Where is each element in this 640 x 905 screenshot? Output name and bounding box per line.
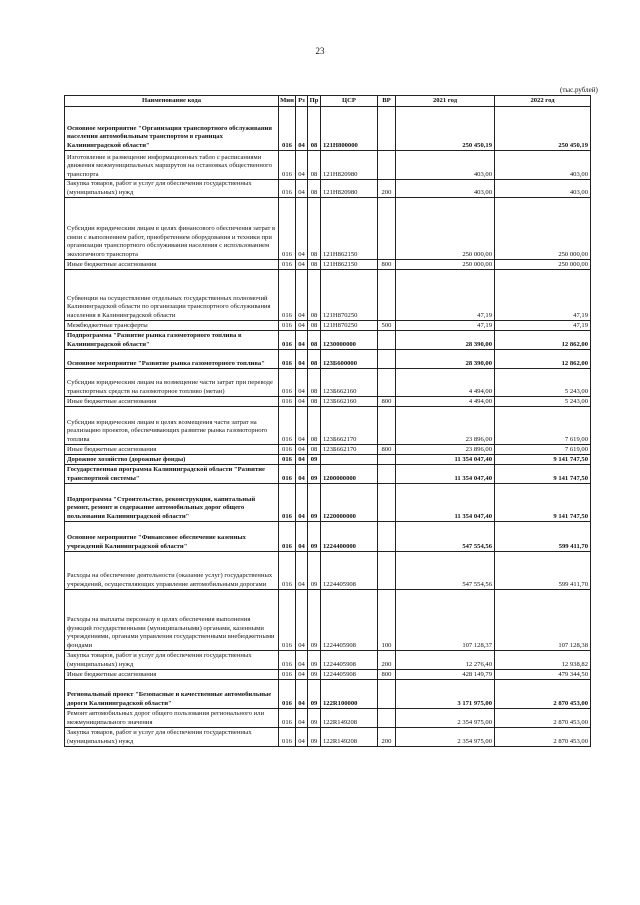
- cell-min: 016: [279, 270, 296, 321]
- cell-pr: 08: [308, 445, 321, 455]
- cell-vr: [378, 680, 396, 709]
- cell-y2021: 11 354 047,40: [396, 484, 495, 522]
- cell-vr: 200: [378, 651, 396, 670]
- header-min: Мин: [279, 96, 296, 107]
- cell-y2022: 479 344,50: [495, 670, 591, 680]
- cell-rz: 04: [296, 670, 308, 680]
- cell-y2022: 5 243,00: [495, 369, 591, 397]
- cell-vr: [378, 552, 396, 590]
- cell-pr: 09: [308, 680, 321, 709]
- cell-csr: 122R149208: [321, 728, 378, 747]
- cell-y2022: 47,19: [495, 270, 591, 321]
- cell-vr: [378, 107, 396, 151]
- cell-pr: 08: [308, 198, 321, 260]
- cell-name: Основное мероприятие "Развитие рынка газомоторного топлива": [65, 350, 279, 369]
- cell-pr: 08: [308, 151, 321, 180]
- cell-rz: 04: [296, 728, 308, 747]
- cell-name: Расходы на обеспечение деятельности (оказание услуг) государственных учреждений, осуществляющих управление автомобильными дорогами: [65, 552, 279, 590]
- table-row: [65, 270, 591, 321]
- cell-csr: 123Б662170: [321, 445, 378, 455]
- cell-csr: 121Н820980: [321, 180, 378, 198]
- cell-rz: 04: [296, 484, 308, 522]
- cell-vr: 100: [378, 590, 396, 651]
- cell-y2021: 28 390,00: [396, 331, 495, 350]
- cell-name: Межбюджетные трансферты: [65, 321, 279, 331]
- cell-y2021: 47,19: [396, 270, 495, 321]
- cell-rz: 04: [296, 350, 308, 369]
- cell-y2021: 3 171 975,00: [396, 680, 495, 709]
- cell-csr: 123Б662160: [321, 369, 378, 397]
- cell-name: Дорожное хозяйство (дорожные фонды): [65, 455, 279, 465]
- cell-rz: 04: [296, 331, 308, 350]
- cell-name: Субсидии юридическим лицам на возмещение части затрат при переводе транспортных средств на газомоторное топливо (метан): [65, 369, 279, 397]
- units-label: (тыс.рублей): [560, 86, 598, 94]
- cell-pr: 08: [308, 270, 321, 321]
- cell-y2021: 403,00: [396, 151, 495, 180]
- table-row: [65, 522, 591, 552]
- table-header-row: [65, 96, 591, 107]
- cell-y2022: 2 870 453,00: [495, 680, 591, 709]
- cell-pr: 09: [308, 651, 321, 670]
- header-2021: 2021 год: [396, 96, 495, 107]
- cell-name: Расходы на выплаты персоналу в целях обеспечения выполнения функций государственными (муниципальными) органами, казенными учреждениями, органами управления государственными внебюджетными фондами: [65, 590, 279, 651]
- cell-csr: 123Б600000: [321, 350, 378, 369]
- cell-pr: 09: [308, 728, 321, 747]
- cell-name: Региональный проект "Безопасные и качественные автомобильные дороги Калининградской области": [65, 680, 279, 709]
- cell-vr: [378, 369, 396, 397]
- cell-csr: 1224405908: [321, 670, 378, 680]
- cell-min: 016: [279, 455, 296, 465]
- cell-rz: 04: [296, 651, 308, 670]
- cell-csr: 121Н862150: [321, 260, 378, 270]
- cell-min: 016: [279, 180, 296, 198]
- cell-name: Иные бюджетные ассигнования: [65, 670, 279, 680]
- cell-vr: [378, 407, 396, 445]
- cell-y2021: 2 354 975,00: [396, 728, 495, 747]
- cell-rz: 04: [296, 465, 308, 484]
- cell-csr: 121Н800000: [321, 107, 378, 151]
- cell-pr: 09: [308, 455, 321, 465]
- cell-vr: [378, 484, 396, 522]
- cell-name: Государственная программа Калининградской области "Развитие транспортной системы": [65, 465, 279, 484]
- cell-y2022: 250 000,00: [495, 260, 591, 270]
- cell-pr: 08: [308, 397, 321, 407]
- cell-pr: 08: [308, 107, 321, 151]
- cell-y2021: 4 494,00: [396, 397, 495, 407]
- cell-y2022: 2 870 453,00: [495, 728, 591, 747]
- table-row: [65, 728, 591, 747]
- header-rz: Рз: [296, 96, 308, 107]
- cell-y2022: 599 411,70: [495, 522, 591, 552]
- cell-rz: 04: [296, 709, 308, 728]
- cell-rz: 04: [296, 455, 308, 465]
- cell-min: 016: [279, 709, 296, 728]
- cell-min: 016: [279, 728, 296, 747]
- cell-csr: 1200000000: [321, 465, 378, 484]
- cell-rz: 04: [296, 680, 308, 709]
- header-csr: ЦСР: [321, 96, 378, 107]
- table-row: [65, 321, 591, 331]
- cell-min: 016: [279, 651, 296, 670]
- cell-csr: 121Н870250: [321, 321, 378, 331]
- table-row: [65, 552, 591, 590]
- cell-y2021: 403,00: [396, 180, 495, 198]
- cell-rz: 04: [296, 590, 308, 651]
- cell-vr: 800: [378, 260, 396, 270]
- cell-y2021: 12 276,40: [396, 651, 495, 670]
- cell-y2021: 2 354 975,00: [396, 709, 495, 728]
- table-row: [65, 670, 591, 680]
- cell-y2021: 547 554,56: [396, 522, 495, 552]
- page-number: 23: [315, 46, 325, 56]
- table-row: [65, 407, 591, 445]
- cell-vr: [378, 522, 396, 552]
- budget-table: [64, 95, 591, 747]
- cell-y2021: 47,19: [396, 321, 495, 331]
- cell-rz: 04: [296, 107, 308, 151]
- table-row: [65, 465, 591, 484]
- cell-csr: 1230000000: [321, 331, 378, 350]
- cell-min: 016: [279, 198, 296, 260]
- cell-csr: 123Б662160: [321, 397, 378, 407]
- cell-min: 016: [279, 484, 296, 522]
- cell-pr: 09: [308, 552, 321, 590]
- cell-rz: 04: [296, 522, 308, 552]
- table-row: [65, 260, 591, 270]
- cell-min: 016: [279, 107, 296, 151]
- table-row: [65, 651, 591, 670]
- cell-name: Субсидии юридическим лицам в целях финансового обеспечения затрат в связи с выполнением работ, приобретением оборудования и техники при организации транспортного обслуживания населения с использованием экологичного транспорта: [65, 198, 279, 260]
- cell-rz: 04: [296, 151, 308, 180]
- cell-y2021: 23 896,00: [396, 407, 495, 445]
- cell-vr: [378, 151, 396, 180]
- cell-rz: 04: [296, 198, 308, 260]
- cell-pr: 08: [308, 180, 321, 198]
- table-row: [65, 484, 591, 522]
- cell-pr: 08: [308, 407, 321, 445]
- cell-y2021: 547 554,56: [396, 552, 495, 590]
- cell-y2021: 250 450,19: [396, 107, 495, 151]
- table-row: [65, 198, 591, 260]
- cell-min: 016: [279, 590, 296, 651]
- table-row: [65, 455, 591, 465]
- cell-y2021: 23 896,00: [396, 445, 495, 455]
- cell-min: 016: [279, 151, 296, 180]
- cell-vr: [378, 331, 396, 350]
- table-row: [65, 180, 591, 198]
- cell-rz: 04: [296, 369, 308, 397]
- cell-vr: [378, 455, 396, 465]
- cell-rz: 04: [296, 270, 308, 321]
- cell-vr: [378, 465, 396, 484]
- cell-pr: 08: [308, 331, 321, 350]
- cell-name: Ремонт автомобильных дорог общего пользования регионального или межмуниципального значения: [65, 709, 279, 728]
- table-row: [65, 369, 591, 397]
- cell-pr: 09: [308, 465, 321, 484]
- cell-name: Закупка товаров, работ и услуг для обеспечения государственных (муниципальных) нужд: [65, 728, 279, 747]
- cell-vr: 200: [378, 180, 396, 198]
- cell-vr: [378, 198, 396, 260]
- cell-y2021: 11 354 047,40: [396, 465, 495, 484]
- cell-min: 016: [279, 407, 296, 445]
- cell-min: 016: [279, 369, 296, 397]
- cell-y2022: 599 411,70: [495, 552, 591, 590]
- cell-y2021: 250 000,00: [396, 198, 495, 260]
- cell-y2022: 5 243,00: [495, 397, 591, 407]
- table-row: [65, 709, 591, 728]
- cell-y2022: 7 619,00: [495, 407, 591, 445]
- cell-rz: 04: [296, 397, 308, 407]
- cell-y2022: 12 862,00: [495, 350, 591, 369]
- cell-rz: 04: [296, 180, 308, 198]
- cell-csr: 1224405908: [321, 590, 378, 651]
- cell-name: Подпрограмма "Строительство, реконструкция, капитальный ремонт, ремонт и содержание автомобильных дорог общего пользования Калининградской области": [65, 484, 279, 522]
- cell-y2021: 428 149,79: [396, 670, 495, 680]
- cell-vr: [378, 270, 396, 321]
- table-row: [65, 680, 591, 709]
- cell-min: 016: [279, 331, 296, 350]
- cell-vr: [378, 709, 396, 728]
- cell-min: 016: [279, 465, 296, 484]
- cell-min: 016: [279, 522, 296, 552]
- cell-y2022: 12 938,82: [495, 651, 591, 670]
- header-name: Наименование кода: [65, 96, 279, 107]
- cell-min: 016: [279, 397, 296, 407]
- cell-min: 016: [279, 350, 296, 369]
- cell-min: 016: [279, 260, 296, 270]
- cell-name: Подпрограмма "Развитие рынка газомоторного топлива в Калининградской области": [65, 331, 279, 350]
- cell-vr: 500: [378, 321, 396, 331]
- cell-min: 016: [279, 680, 296, 709]
- cell-csr: 122R100000: [321, 680, 378, 709]
- cell-vr: 800: [378, 397, 396, 407]
- cell-csr: 1224405908: [321, 552, 378, 590]
- cell-pr: 08: [308, 260, 321, 270]
- cell-rz: 04: [296, 321, 308, 331]
- cell-csr: 1220000000: [321, 484, 378, 522]
- cell-y2022: 2 870 453,00: [495, 709, 591, 728]
- cell-y2022: 250 000,00: [495, 198, 591, 260]
- cell-pr: 09: [308, 670, 321, 680]
- cell-y2021: 250 000,00: [396, 260, 495, 270]
- cell-name: Закупка товаров, работ и услуг для обеспечения государственных (муниципальных) нужд: [65, 180, 279, 198]
- cell-vr: 200: [378, 728, 396, 747]
- cell-csr: 121Н870250: [321, 270, 378, 321]
- table-row: [65, 445, 591, 455]
- cell-vr: [378, 350, 396, 369]
- cell-csr: 1224400000: [321, 522, 378, 552]
- cell-name: Основное мероприятие "Организация транспортного обслуживания населения автомобильным транспортом в границах Калининградской области": [65, 107, 279, 151]
- table-row: [65, 350, 591, 369]
- cell-pr: 09: [308, 590, 321, 651]
- cell-rz: 04: [296, 445, 308, 455]
- cell-y2022: 9 141 747,50: [495, 465, 591, 484]
- cell-name: Иные бюджетные ассигнования: [65, 445, 279, 455]
- cell-rz: 04: [296, 260, 308, 270]
- cell-rz: 04: [296, 552, 308, 590]
- header-pr: Пр: [308, 96, 321, 107]
- cell-csr: 122R149208: [321, 709, 378, 728]
- cell-rz: 04: [296, 407, 308, 445]
- table-row: [65, 107, 591, 151]
- cell-name: Иные бюджетные ассигнования: [65, 397, 279, 407]
- cell-min: 016: [279, 321, 296, 331]
- cell-pr: 08: [308, 321, 321, 331]
- cell-min: 016: [279, 445, 296, 455]
- cell-y2022: 250 450,19: [495, 107, 591, 151]
- cell-y2021: 11 354 047,40: [396, 455, 495, 465]
- cell-name: Иные бюджетные ассигнования: [65, 260, 279, 270]
- cell-name: Изготовление и размещение информационных табло с расписаниями движения межмуниципальных маршрутов на остановках общественного транспорта: [65, 151, 279, 180]
- cell-y2021: 107 128,37: [396, 590, 495, 651]
- cell-min: 016: [279, 670, 296, 680]
- cell-pr: 09: [308, 522, 321, 552]
- cell-vr: 800: [378, 670, 396, 680]
- cell-min: 016: [279, 552, 296, 590]
- cell-y2021: 4 494,00: [396, 369, 495, 397]
- cell-y2022: 9 141 747,50: [495, 484, 591, 522]
- header-2022: 2022 год: [495, 96, 591, 107]
- cell-csr: 121Н862150: [321, 198, 378, 260]
- cell-y2021: 28 390,00: [396, 350, 495, 369]
- cell-y2022: 47,19: [495, 321, 591, 331]
- cell-y2022: 403,00: [495, 180, 591, 198]
- cell-name: Субвенции на осуществление отдельных государственных полномочий Калининградской области по организации транспортного обслуживания населения в Калининградской области: [65, 270, 279, 321]
- cell-csr: [321, 455, 378, 465]
- cell-pr: 09: [308, 484, 321, 522]
- cell-csr: 121Н820980: [321, 151, 378, 180]
- cell-name: Закупка товаров, работ и услуг для обеспечения государственных (муниципальных) нужд: [65, 651, 279, 670]
- header-vr: ВР: [378, 96, 396, 107]
- cell-y2022: 107 128,38: [495, 590, 591, 651]
- cell-y2022: 9 141 747,50: [495, 455, 591, 465]
- cell-csr: 123Б662170: [321, 407, 378, 445]
- table-row: [65, 397, 591, 407]
- cell-y2022: 12 862,00: [495, 331, 591, 350]
- cell-csr: 1224405908: [321, 651, 378, 670]
- cell-name: Субсидии юридическим лицам в целях возмещения части затрат на реализацию проектов, обеспечивающих развитие рынка газомоторного топлива: [65, 407, 279, 445]
- cell-name: Основное мероприятие "Финансовое обеспечение казенных учреждений Калининградской области": [65, 522, 279, 552]
- cell-y2022: 403,00: [495, 151, 591, 180]
- cell-pr: 08: [308, 350, 321, 369]
- table-row: [65, 151, 591, 180]
- cell-vr: 800: [378, 445, 396, 455]
- cell-y2022: 7 619,00: [495, 445, 591, 455]
- cell-pr: 09: [308, 709, 321, 728]
- table-row: [65, 590, 591, 651]
- table-row: [65, 331, 591, 350]
- cell-pr: 08: [308, 369, 321, 397]
